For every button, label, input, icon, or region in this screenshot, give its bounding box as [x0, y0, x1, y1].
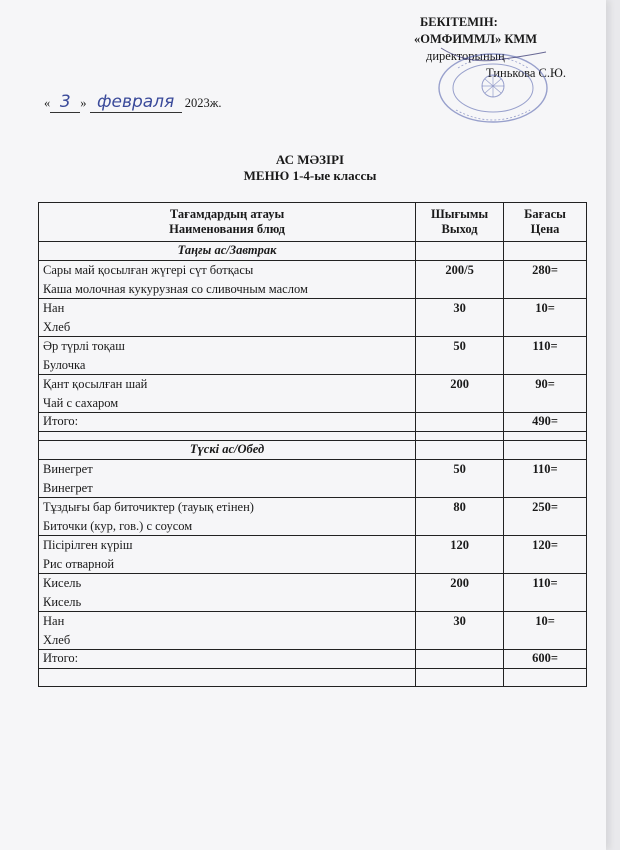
table-row — [39, 261, 587, 299]
header-name: Тағамдардың атауы Наименования блюд — [39, 203, 416, 242]
empty-row — [39, 669, 587, 687]
item-name-ru: Кисель — [43, 594, 82, 609]
total-label: Итого: — [39, 650, 416, 669]
item-price: 250= — [504, 498, 587, 536]
item-yield: 30 — [416, 612, 504, 650]
date-day: 3 — [59, 92, 71, 112]
date-month: февраля — [96, 92, 175, 112]
item-name-kz: Нан — [43, 301, 65, 315]
item-name-ru: Хлеб — [43, 319, 71, 334]
stamp-seal-icon — [436, 38, 550, 124]
date-close-quote: » — [80, 96, 87, 110]
table-row — [39, 375, 587, 413]
approval-org: «ОМФИММЛ» КММ — [414, 32, 538, 46]
item-yield: 80 — [416, 498, 504, 536]
item-name-ru: Булочка — [43, 357, 86, 372]
item-yield: 200 — [416, 574, 504, 612]
table-row — [39, 536, 587, 574]
total-value: 600= — [504, 650, 587, 669]
item-name-kz: Әр түрлі тоқаш — [43, 339, 125, 353]
table-header-row — [39, 203, 587, 242]
header-yield: Шығымы Выход — [416, 203, 504, 242]
table-row — [39, 460, 587, 498]
item-price: 10= — [504, 612, 587, 650]
item-name-kz: Тұздығы бар биточиктер (тауық етінен) — [43, 500, 254, 514]
item-price: 280= — [504, 261, 587, 299]
approval-position: директорының — [426, 49, 505, 63]
table-row — [39, 612, 587, 650]
item-yield: 50 — [416, 337, 504, 375]
item-name-ru: Рис отварной — [43, 556, 115, 571]
total-row-breakfast — [39, 413, 587, 432]
item-name-kz: Нан — [43, 614, 65, 628]
item-name-ru: Винегрет — [43, 480, 93, 495]
section-title: Таңғы ас/Завтрак — [39, 242, 416, 261]
date-open-quote: « — [44, 96, 51, 110]
item-name-kz: Пісірілген күріш — [43, 538, 133, 552]
header-price: Бағасы Цена — [504, 203, 587, 242]
table-row — [39, 299, 587, 337]
item-yield: 200 — [416, 375, 504, 413]
item-yield: 30 — [416, 299, 504, 337]
item-name-kz: Қант қосылған шай — [43, 377, 148, 391]
item-name-ru: Хлеб — [43, 632, 71, 647]
item-price: 90= — [504, 375, 587, 413]
item-name-kz: Винегрет — [43, 462, 93, 476]
item-yield: 50 — [416, 460, 504, 498]
section-row-breakfast — [39, 242, 587, 261]
section-title: Түскі ас/Обед — [39, 441, 416, 460]
item-price: 120= — [504, 536, 587, 574]
total-label: Итого: — [39, 413, 416, 432]
document-date — [44, 92, 222, 113]
total-row-lunch — [39, 650, 587, 669]
menu-table — [38, 202, 587, 687]
approval-name: Тинькова С.Ю. — [486, 66, 566, 80]
item-price: 110= — [504, 337, 587, 375]
item-price: 10= — [504, 299, 587, 337]
item-name-ru: Чай с сахаром — [43, 395, 119, 410]
table-row — [39, 574, 587, 612]
approval-heading: БЕКІТЕМІН: — [420, 15, 498, 29]
item-name-kz: Сары май қосылған жүгері сүт ботқасы — [43, 263, 254, 277]
date-year: 2023ж. — [184, 96, 222, 110]
table-row — [39, 337, 587, 375]
item-name-ru: Каша молочная кукурузная со сливочным маслом — [43, 281, 308, 296]
item-yield: 120 — [416, 536, 504, 574]
item-price: 110= — [504, 460, 587, 498]
title-ru: МЕНЮ 1-4-ые классы — [243, 168, 377, 183]
section-row-lunch — [39, 441, 587, 460]
spacer-row — [39, 432, 587, 441]
title-kz: АС МӘЗІРІ — [275, 152, 345, 167]
item-yield: 200/5 — [416, 261, 504, 299]
total-value: 490= — [504, 413, 587, 432]
table-row — [39, 498, 587, 536]
item-name-kz: Кисель — [43, 576, 82, 590]
item-price: 110= — [504, 574, 587, 612]
item-name-ru: Биточки (кур, гов.) с соусом — [43, 518, 193, 533]
